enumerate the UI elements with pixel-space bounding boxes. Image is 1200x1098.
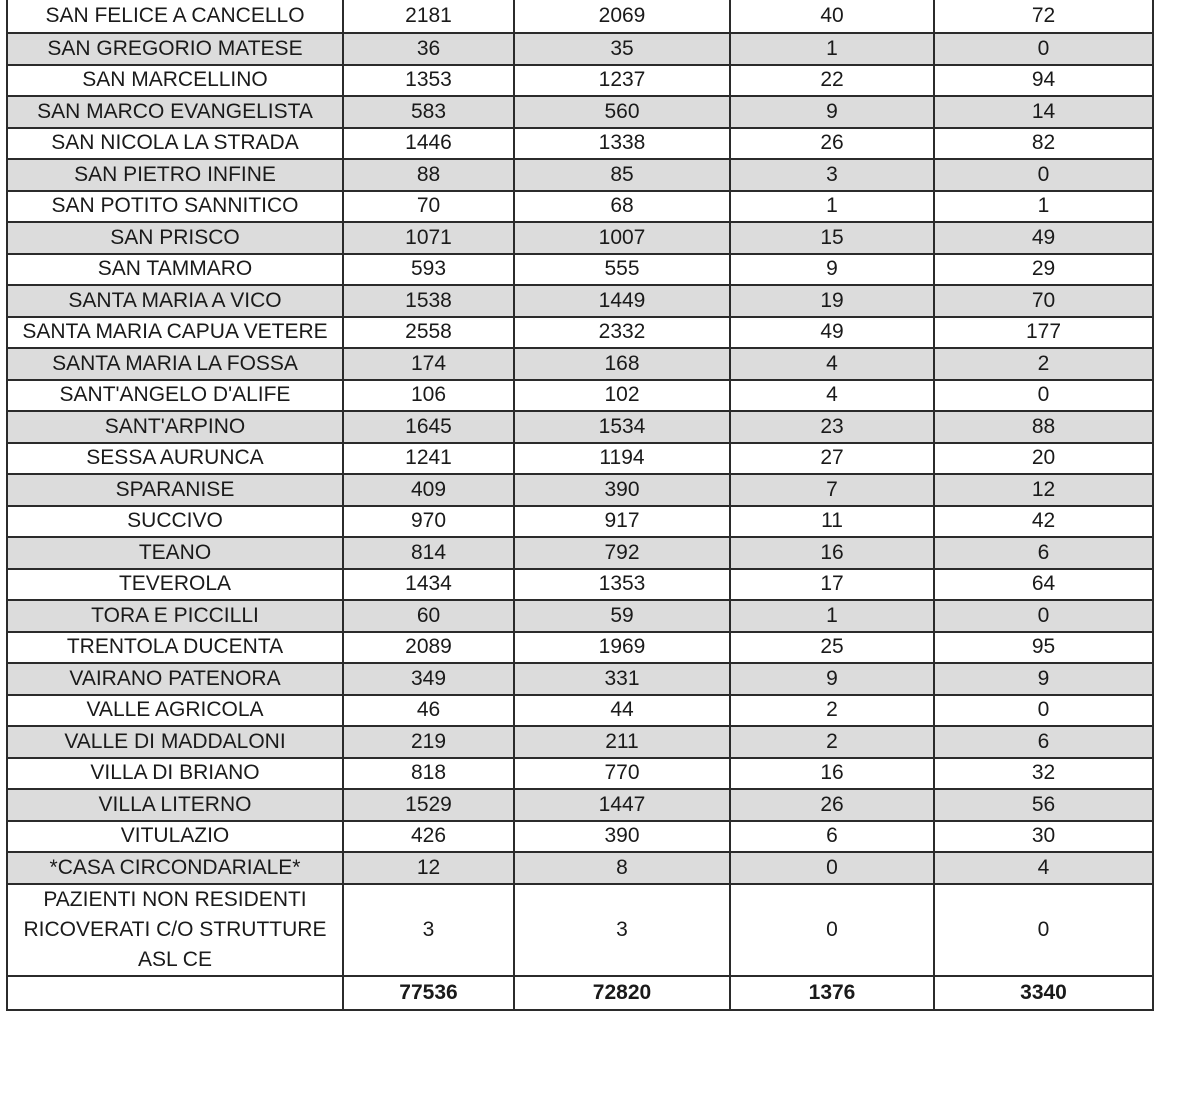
municipality-cell: VITULAZIO bbox=[7, 821, 343, 853]
value-cell-4: 6 bbox=[934, 537, 1153, 569]
table-row bbox=[7, 474, 1153, 506]
value-cell-3: 4 bbox=[730, 348, 934, 380]
value-cell-3: 0 bbox=[730, 852, 934, 884]
municipality-cell: SAN TAMMARO bbox=[7, 254, 343, 286]
municipality-cell: VILLA LITERNO bbox=[7, 789, 343, 821]
table-row bbox=[7, 506, 1153, 538]
value-cell-4: 30 bbox=[934, 821, 1153, 853]
value-cell-3: 49 bbox=[730, 317, 934, 349]
table-row bbox=[7, 632, 1153, 664]
value-cell-1: 1434 bbox=[343, 569, 514, 601]
municipality-cell: SAN POTITO SANNITICO bbox=[7, 191, 343, 223]
value-cell-4: 6 bbox=[934, 726, 1153, 758]
value-cell-4: 2 bbox=[934, 348, 1153, 380]
table-row bbox=[7, 254, 1153, 286]
value-cell-1: 583 bbox=[343, 96, 514, 128]
value-cell-3: 23 bbox=[730, 411, 934, 443]
value-cell-3: 27 bbox=[730, 443, 934, 475]
value-cell-4: 70 bbox=[934, 285, 1153, 317]
municipality-cell: TRENTOLA DUCENTA bbox=[7, 632, 343, 664]
table-row bbox=[7, 380, 1153, 412]
data-table bbox=[6, 0, 1154, 1011]
municipality-cell: VILLA DI BRIANO bbox=[7, 758, 343, 790]
value-cell-3: 3 bbox=[730, 159, 934, 191]
table-row bbox=[7, 191, 1153, 223]
municipality-cell: TEANO bbox=[7, 537, 343, 569]
value-cell-2: 1237 bbox=[514, 65, 730, 97]
value-cell-3: 7 bbox=[730, 474, 934, 506]
value-cell-1: 2089 bbox=[343, 632, 514, 664]
value-cell-4: 95 bbox=[934, 632, 1153, 664]
value-cell-1: 1645 bbox=[343, 411, 514, 443]
value-cell-2: 792 bbox=[514, 537, 730, 569]
value-cell-1: 818 bbox=[343, 758, 514, 790]
value-cell-3: 6 bbox=[730, 821, 934, 853]
value-cell-3: 9 bbox=[730, 663, 934, 695]
municipality-cell: TEVEROLA bbox=[7, 569, 343, 601]
table-row bbox=[7, 348, 1153, 380]
value-cell-2: 555 bbox=[514, 254, 730, 286]
value-cell-4: 0 bbox=[934, 380, 1153, 412]
table-row bbox=[7, 65, 1153, 97]
value-cell-1: 814 bbox=[343, 537, 514, 569]
value-cell-2: 44 bbox=[514, 695, 730, 727]
value-cell-1: 349 bbox=[343, 663, 514, 695]
value-cell-4: 64 bbox=[934, 569, 1153, 601]
total-value-cell-4: 3340 bbox=[934, 976, 1153, 1010]
value-cell-1: 60 bbox=[343, 600, 514, 632]
municipality-cell: SAN NICOLA LA STRADA bbox=[7, 128, 343, 160]
table-row bbox=[7, 821, 1153, 853]
value-cell-2: 2069 bbox=[514, 0, 730, 33]
table-row bbox=[7, 33, 1153, 65]
value-cell-3: 26 bbox=[730, 128, 934, 160]
municipality-cell: SESSA AURUNCA bbox=[7, 443, 343, 475]
value-cell-2: 3 bbox=[514, 884, 730, 976]
value-cell-2: 35 bbox=[514, 33, 730, 65]
value-cell-3: 25 bbox=[730, 632, 934, 664]
value-cell-4: 0 bbox=[934, 884, 1153, 976]
value-cell-3: 1 bbox=[730, 600, 934, 632]
value-cell-3: 11 bbox=[730, 506, 934, 538]
value-cell-4: 32 bbox=[934, 758, 1153, 790]
table-row bbox=[7, 0, 1153, 33]
value-cell-4: 29 bbox=[934, 254, 1153, 286]
value-cell-2: 68 bbox=[514, 191, 730, 223]
value-cell-2: 1194 bbox=[514, 443, 730, 475]
value-cell-2: 85 bbox=[514, 159, 730, 191]
table-row bbox=[7, 285, 1153, 317]
value-cell-3: 4 bbox=[730, 380, 934, 412]
municipality-cell: VALLE AGRICOLA bbox=[7, 695, 343, 727]
nonresident-row bbox=[7, 884, 1153, 976]
value-cell-1: 1353 bbox=[343, 65, 514, 97]
value-cell-1: 1241 bbox=[343, 443, 514, 475]
value-cell-2: 59 bbox=[514, 600, 730, 632]
table-row bbox=[7, 663, 1153, 695]
value-cell-2: 2332 bbox=[514, 317, 730, 349]
municipality-cell: *CASA CIRCONDARIALE* bbox=[7, 852, 343, 884]
municipality-cell: SANT'ARPINO bbox=[7, 411, 343, 443]
municipality-cell: VALLE DI MADDALONI bbox=[7, 726, 343, 758]
value-cell-2: 770 bbox=[514, 758, 730, 790]
municipality-cell: SAN PRISCO bbox=[7, 222, 343, 254]
value-cell-1: 219 bbox=[343, 726, 514, 758]
value-cell-3: 16 bbox=[730, 758, 934, 790]
value-cell-3: 15 bbox=[730, 222, 934, 254]
value-cell-2: 1449 bbox=[514, 285, 730, 317]
table-row bbox=[7, 128, 1153, 160]
value-cell-3: 19 bbox=[730, 285, 934, 317]
table-row bbox=[7, 600, 1153, 632]
table-row bbox=[7, 317, 1153, 349]
municipality-cell: SAN MARCELLINO bbox=[7, 65, 343, 97]
table-row bbox=[7, 443, 1153, 475]
value-cell-2: 1353 bbox=[514, 569, 730, 601]
value-cell-1: 174 bbox=[343, 348, 514, 380]
table-row bbox=[7, 159, 1153, 191]
municipality-cell: SANTA MARIA A VICO bbox=[7, 285, 343, 317]
value-cell-4: 0 bbox=[934, 695, 1153, 727]
value-cell-2: 390 bbox=[514, 474, 730, 506]
total-value-cell-1: 77536 bbox=[343, 976, 514, 1010]
value-cell-4: 82 bbox=[934, 128, 1153, 160]
total-value-cell-2: 72820 bbox=[514, 976, 730, 1010]
value-cell-4: 88 bbox=[934, 411, 1153, 443]
value-cell-4: 0 bbox=[934, 33, 1153, 65]
municipality-cell: SAN MARCO EVANGELISTA bbox=[7, 96, 343, 128]
municipality-cell: SANTA MARIA CAPUA VETERE bbox=[7, 317, 343, 349]
municipality-cell: TORA E PICCILLI bbox=[7, 600, 343, 632]
value-cell-1: 593 bbox=[343, 254, 514, 286]
table-row bbox=[7, 411, 1153, 443]
table-row bbox=[7, 852, 1153, 884]
value-cell-1: 70 bbox=[343, 191, 514, 223]
value-cell-2: 331 bbox=[514, 663, 730, 695]
value-cell-4: 14 bbox=[934, 96, 1153, 128]
value-cell-1: 426 bbox=[343, 821, 514, 853]
municipality-cell: SPARANISE bbox=[7, 474, 343, 506]
municipality-cell: SAN FELICE A CANCELLO bbox=[7, 0, 343, 33]
value-cell-4: 20 bbox=[934, 443, 1153, 475]
value-cell-3: 40 bbox=[730, 0, 934, 33]
value-cell-2: 8 bbox=[514, 852, 730, 884]
municipality-cell: SUCCIVO bbox=[7, 506, 343, 538]
municipality-cell: SANTA MARIA LA FOSSA bbox=[7, 348, 343, 380]
value-cell-1: 1538 bbox=[343, 285, 514, 317]
value-cell-2: 102 bbox=[514, 380, 730, 412]
total-label-cell bbox=[7, 976, 343, 1010]
value-cell-4: 0 bbox=[934, 600, 1153, 632]
value-cell-1: 2181 bbox=[343, 0, 514, 33]
value-cell-2: 560 bbox=[514, 96, 730, 128]
value-cell-1: 106 bbox=[343, 380, 514, 412]
value-cell-4: 42 bbox=[934, 506, 1153, 538]
value-cell-3: 1 bbox=[730, 191, 934, 223]
value-cell-4: 177 bbox=[934, 317, 1153, 349]
table-row bbox=[7, 96, 1153, 128]
value-cell-2: 211 bbox=[514, 726, 730, 758]
value-cell-3: 22 bbox=[730, 65, 934, 97]
value-cell-1: 970 bbox=[343, 506, 514, 538]
total-row bbox=[7, 976, 1153, 1010]
value-cell-4: 94 bbox=[934, 65, 1153, 97]
value-cell-3: 16 bbox=[730, 537, 934, 569]
value-cell-3: 9 bbox=[730, 254, 934, 286]
value-cell-1: 2558 bbox=[343, 317, 514, 349]
value-cell-3: 0 bbox=[730, 884, 934, 976]
municipality-cell: SAN GREGORIO MATESE bbox=[7, 33, 343, 65]
value-cell-2: 1007 bbox=[514, 222, 730, 254]
table-row bbox=[7, 789, 1153, 821]
table-row bbox=[7, 222, 1153, 254]
value-cell-3: 9 bbox=[730, 96, 934, 128]
value-cell-3: 17 bbox=[730, 569, 934, 601]
municipality-cell: VAIRANO PATENORA bbox=[7, 663, 343, 695]
value-cell-2: 1534 bbox=[514, 411, 730, 443]
value-cell-4: 4 bbox=[934, 852, 1153, 884]
value-cell-1: 1529 bbox=[343, 789, 514, 821]
value-cell-4: 72 bbox=[934, 0, 1153, 33]
total-value-cell-3: 1376 bbox=[730, 976, 934, 1010]
value-cell-4: 56 bbox=[934, 789, 1153, 821]
value-cell-3: 26 bbox=[730, 789, 934, 821]
table-row bbox=[7, 758, 1153, 790]
value-cell-2: 1338 bbox=[514, 128, 730, 160]
table-body bbox=[7, 0, 1153, 1010]
value-cell-1: 409 bbox=[343, 474, 514, 506]
value-cell-2: 390 bbox=[514, 821, 730, 853]
table-row bbox=[7, 537, 1153, 569]
value-cell-1: 1071 bbox=[343, 222, 514, 254]
value-cell-3: 2 bbox=[730, 695, 934, 727]
value-cell-2: 168 bbox=[514, 348, 730, 380]
value-cell-1: 46 bbox=[343, 695, 514, 727]
value-cell-4: 0 bbox=[934, 159, 1153, 191]
value-cell-1: 88 bbox=[343, 159, 514, 191]
value-cell-1: 12 bbox=[343, 852, 514, 884]
value-cell-4: 1 bbox=[934, 191, 1153, 223]
table-row bbox=[7, 695, 1153, 727]
value-cell-4: 9 bbox=[934, 663, 1153, 695]
value-cell-3: 2 bbox=[730, 726, 934, 758]
table-row bbox=[7, 726, 1153, 758]
table-row bbox=[7, 569, 1153, 601]
municipality-cell: SAN PIETRO INFINE bbox=[7, 159, 343, 191]
value-cell-1: 36 bbox=[343, 33, 514, 65]
value-cell-4: 49 bbox=[934, 222, 1153, 254]
value-cell-2: 1969 bbox=[514, 632, 730, 664]
municipality-cell: PAZIENTI NON RESIDENTI RICOVERATI C/O STRUTTURE ASL CE bbox=[7, 884, 343, 976]
value-cell-1: 1446 bbox=[343, 128, 514, 160]
municipality-cell: SANT'ANGELO D'ALIFE bbox=[7, 380, 343, 412]
value-cell-2: 917 bbox=[514, 506, 730, 538]
value-cell-3: 1 bbox=[730, 33, 934, 65]
value-cell-4: 12 bbox=[934, 474, 1153, 506]
value-cell-2: 1447 bbox=[514, 789, 730, 821]
value-cell-1: 3 bbox=[343, 884, 514, 976]
